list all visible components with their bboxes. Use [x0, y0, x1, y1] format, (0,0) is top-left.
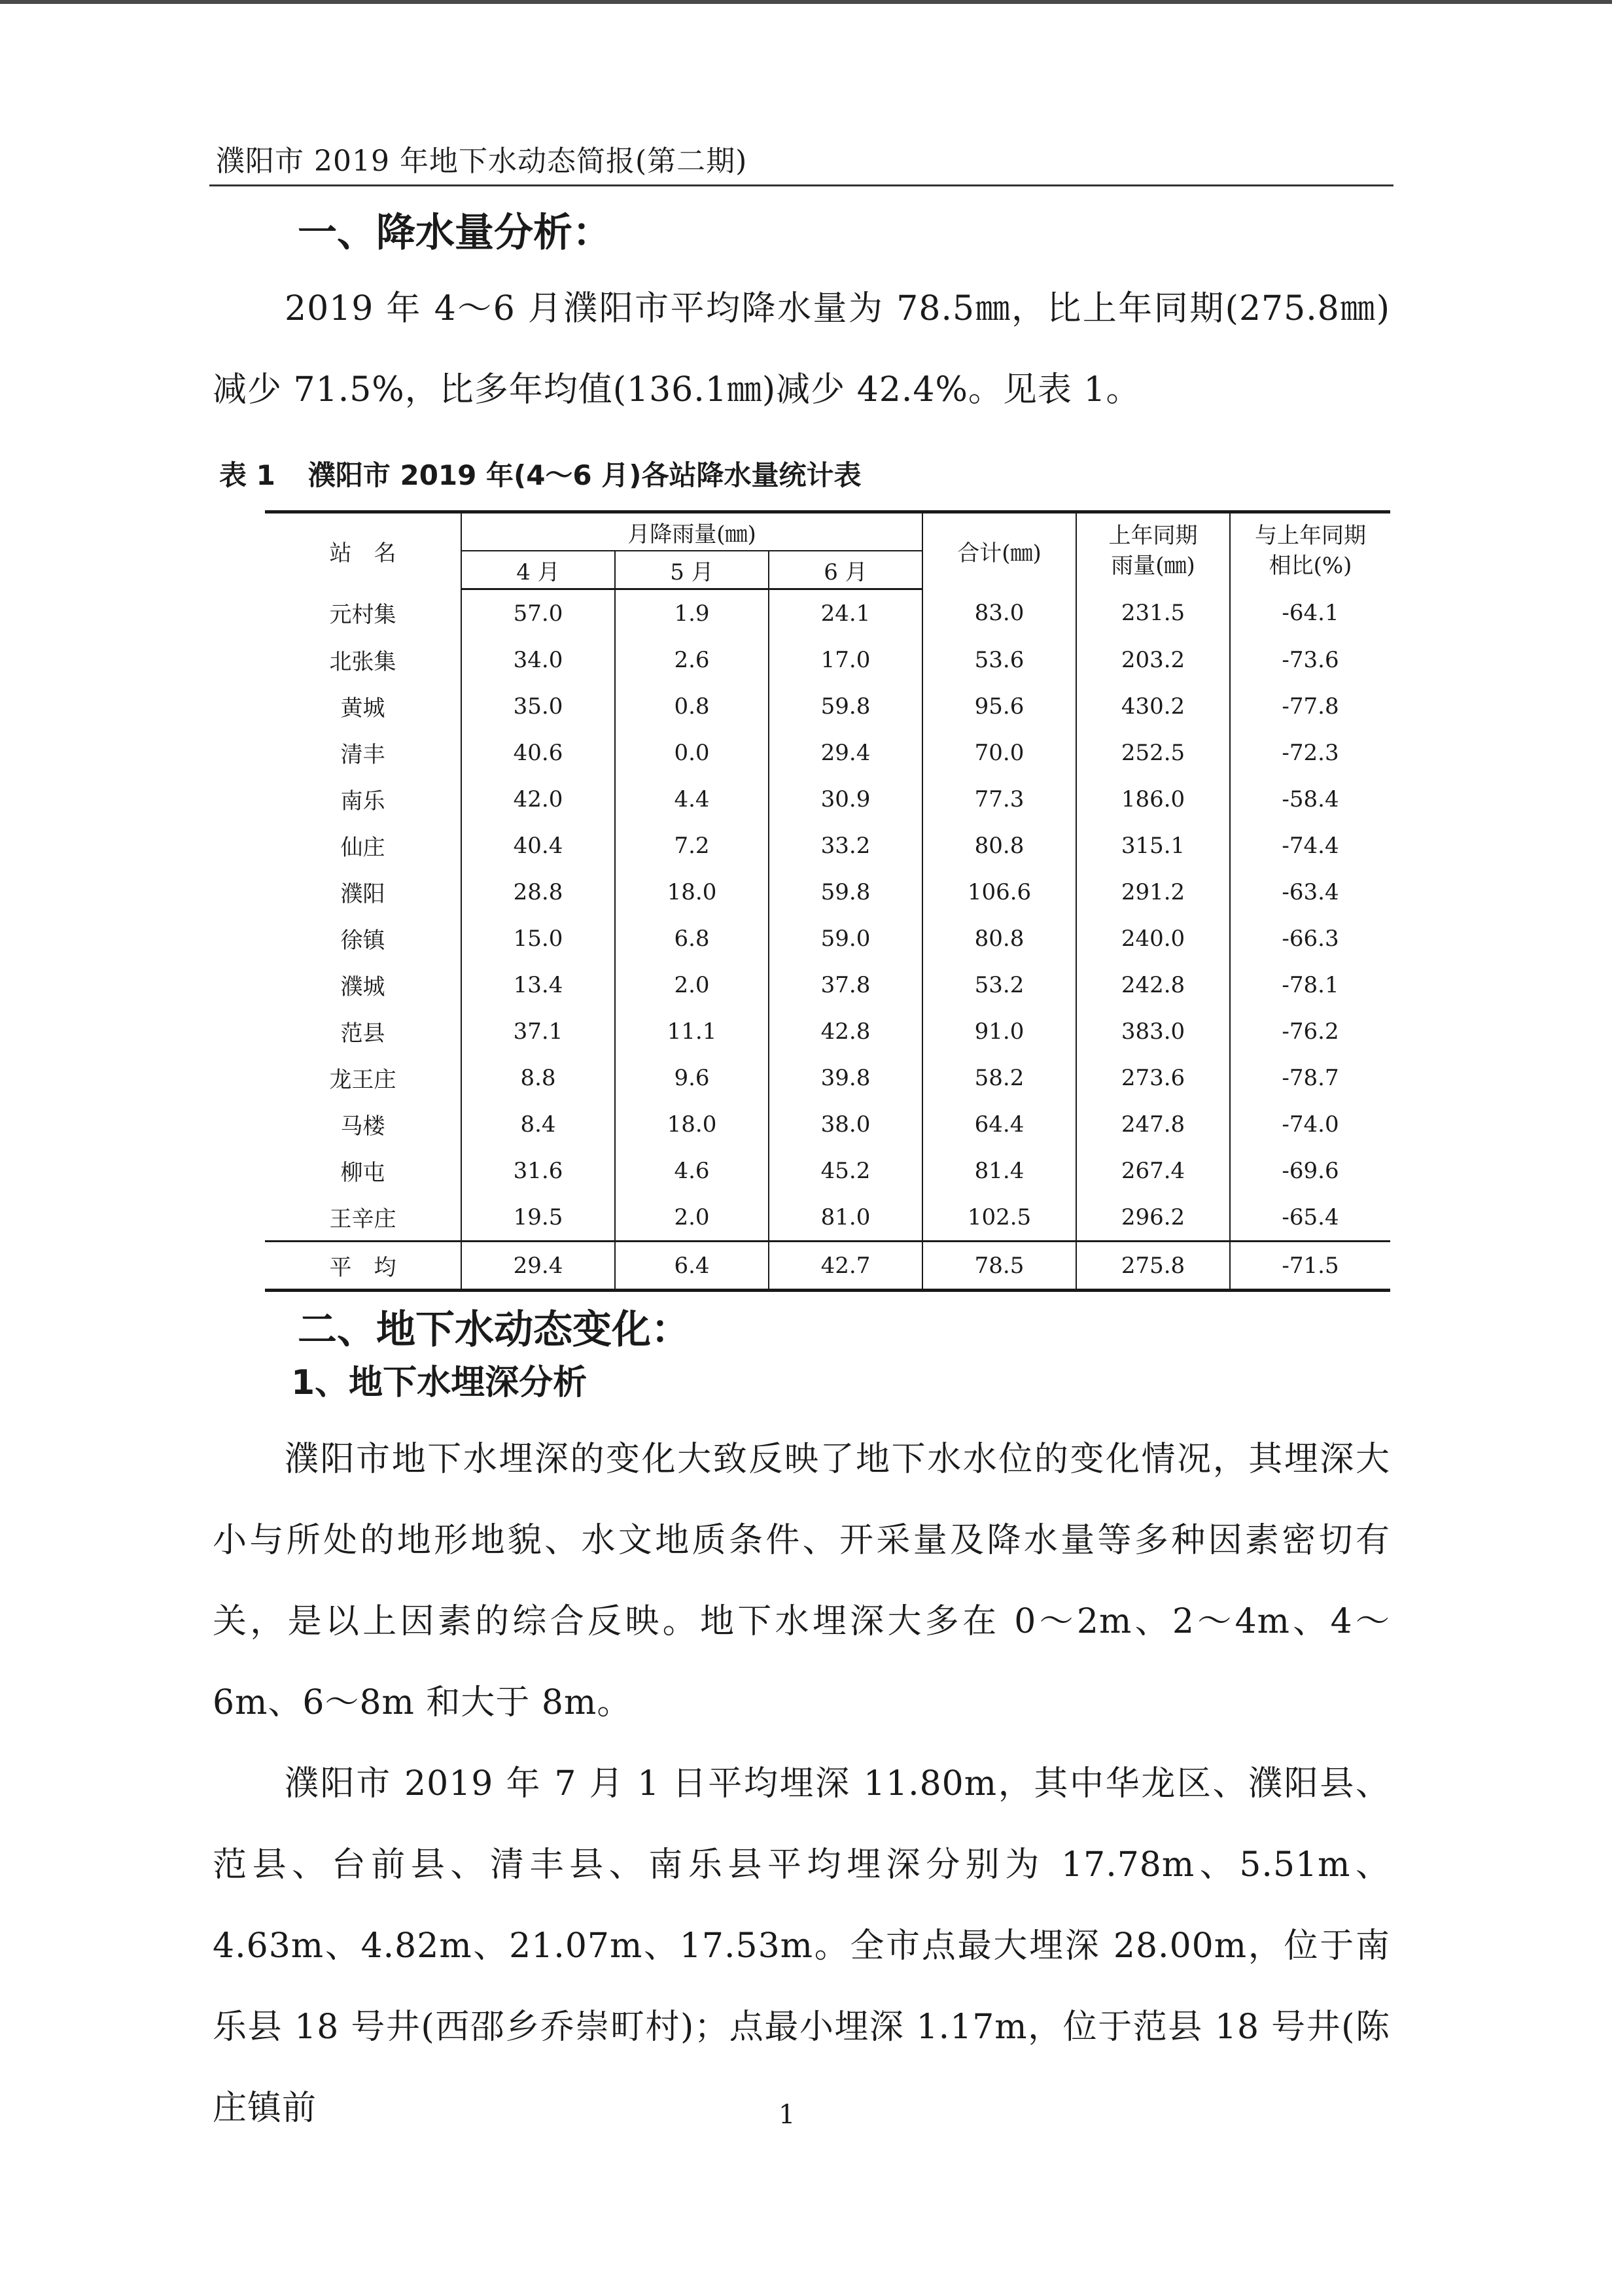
cell-compare: -66.3 [1230, 915, 1390, 962]
cell-may: 4.6 [615, 1147, 769, 1194]
cell-compare: -77.8 [1230, 683, 1390, 729]
section-2-paragraph-2: 濮阳市 2019 年 7 月 1 日平均埋深 11.80m，其中华龙区、濮阳县、范县、台前县、清丰县、南乐县平均埋深分别为 17.78m、5.51m、4.63m、4.82m、21.07m、17.53m。全市点最大埋深 28.00m，位于南乐县 18 号井(西邵乡乔崇町村)；点最小埋深 1.17m，位于范县 18 号井(陈庄镇前 [213, 1764, 1390, 2129]
table-row [265, 729, 1390, 776]
cell-station: 范县 [340, 1020, 385, 1047]
cell-may: 2.0 [615, 1194, 769, 1242]
cell-compare: -73.6 [1230, 636, 1390, 683]
header-last-year-line1: 上年同期 [1108, 522, 1198, 549]
cell-may: 11.1 [615, 1008, 769, 1054]
cell-total: 80.8 [922, 915, 1076, 962]
header-compare [1230, 512, 1390, 589]
table-1-caption [219, 454, 1390, 493]
header-compare-line1: 与上年同期 [1255, 522, 1366, 549]
header-may: 5 月 [615, 551, 769, 589]
cell-may: 0.8 [615, 683, 769, 729]
cell-may: 6.4 [615, 1242, 769, 1291]
cell-station: 马楼 [340, 1113, 385, 1139]
cell-jun: 30.9 [769, 776, 922, 822]
cell-station: 仙庄 [340, 835, 385, 861]
cell-jun: 59.0 [769, 915, 922, 962]
cell-last-year: 383.0 [1076, 1008, 1230, 1054]
header-monthly-group: 月降雨量(㎜) [461, 512, 922, 551]
cell-compare: -65.4 [1230, 1194, 1390, 1242]
cell-apr: 8.4 [461, 1101, 615, 1147]
cell-last-year: 291.2 [1076, 869, 1230, 915]
cell-station: 北张集 [329, 649, 396, 675]
cell-apr: 40.6 [461, 729, 615, 776]
cell-total: 95.6 [922, 683, 1076, 729]
cell-last-year: 315.1 [1076, 822, 1230, 869]
table-row [265, 1054, 1390, 1101]
page-top-rule [0, 0, 1612, 4]
cell-total: 64.4 [922, 1101, 1076, 1147]
cell-station: 濮阳 [340, 881, 385, 907]
header-total: 合计(㎜) [922, 512, 1076, 589]
rainfall-table-body [265, 589, 1390, 1291]
average-row [265, 1242, 1390, 1291]
cell-apr: 37.1 [461, 1008, 615, 1054]
cell-compare: -63.4 [1230, 869, 1390, 915]
cell-last-year: 186.0 [1076, 776, 1230, 822]
table-row [265, 1147, 1390, 1194]
cell-jun: 81.0 [769, 1194, 922, 1242]
cell-station: 徐镇 [340, 928, 385, 954]
cell-last-year: 267.4 [1076, 1147, 1230, 1194]
table-row [265, 869, 1390, 915]
cell-jun: 59.8 [769, 683, 922, 729]
cell-may: 4.4 [615, 776, 769, 822]
cell-apr: 35.0 [461, 683, 615, 729]
cell-station: 元村集 [329, 602, 396, 629]
cell-compare: -69.6 [1230, 1147, 1390, 1194]
cell-compare: -74.4 [1230, 822, 1390, 869]
cell-last-year: 203.2 [1076, 636, 1230, 683]
cell-jun: 59.8 [769, 869, 922, 915]
table-row [265, 776, 1390, 822]
cell-total: 91.0 [922, 1008, 1076, 1054]
page-number: 1 [779, 2100, 796, 2130]
cell-may: 6.8 [615, 915, 769, 962]
cell-station: 柳屯 [340, 1160, 385, 1186]
table-row [265, 1194, 1390, 1242]
cell-compare: -78.1 [1230, 962, 1390, 1008]
cell-apr: 8.8 [461, 1054, 615, 1101]
cell-compare: -64.1 [1230, 589, 1390, 637]
table-row [265, 962, 1390, 1008]
cell-may: 1.9 [615, 589, 769, 637]
cell-total: 102.5 [922, 1194, 1076, 1242]
cell-jun: 29.4 [769, 729, 922, 776]
cell-apr: 19.5 [461, 1194, 615, 1242]
header-apr: 4 月 [461, 551, 615, 589]
table-row [265, 915, 1390, 962]
cell-station: 王辛庄 [329, 1206, 396, 1232]
cell-jun: 37.8 [769, 962, 922, 1008]
cell-total: 106.6 [922, 869, 1076, 915]
cell-apr: 40.4 [461, 822, 615, 869]
cell-total: 81.4 [922, 1147, 1076, 1194]
header-last-year-line2: 雨量(㎜) [1111, 552, 1195, 579]
cell-last-year: 275.8 [1076, 1242, 1230, 1291]
section-2-subheading: 1、地下水埋深分析 [291, 1363, 587, 1402]
cell-last-year: 296.2 [1076, 1194, 1230, 1242]
cell-apr: 28.8 [461, 869, 615, 915]
header-last-year [1076, 512, 1230, 589]
cell-total: 78.5 [922, 1242, 1076, 1291]
cell-apr: 57.0 [461, 589, 615, 637]
cell-compare: -76.2 [1230, 1008, 1390, 1054]
table-1-label: 表 1 [219, 459, 275, 491]
cell-jun: 39.8 [769, 1054, 922, 1101]
cell-total: 80.8 [922, 822, 1076, 869]
cell-compare: -58.4 [1230, 776, 1390, 822]
cell-total: 58.2 [922, 1054, 1076, 1101]
table-row [265, 636, 1390, 683]
cell-station: 清丰 [340, 742, 385, 768]
cell-compare: -78.7 [1230, 1054, 1390, 1101]
cell-total: 83.0 [922, 589, 1076, 637]
cell-jun: 24.1 [769, 589, 922, 637]
section-1-heading: 一、降水量分析： [298, 210, 612, 256]
header-station: 站 名 [265, 512, 461, 589]
cell-total: 77.3 [922, 776, 1076, 822]
cell-last-year: 242.8 [1076, 962, 1230, 1008]
cell-jun: 33.2 [769, 822, 922, 869]
cell-compare: -72.3 [1230, 729, 1390, 776]
cell-apr: 31.6 [461, 1147, 615, 1194]
cell-total: 53.6 [922, 636, 1076, 683]
table-1-title: 濮阳市 2019 年(4～6 月)各站降水量统计表 [307, 459, 862, 491]
document-body [213, 196, 1390, 2149]
header-rule [209, 184, 1393, 186]
table-row [265, 589, 1390, 637]
cell-total: 70.0 [922, 729, 1076, 776]
cell-may: 18.0 [615, 1101, 769, 1147]
cell-compare: -74.0 [1230, 1101, 1390, 1147]
cell-last-year: 430.2 [1076, 683, 1230, 729]
cell-jun: 42.8 [769, 1008, 922, 1054]
section-2-heading: 二、地下水动态变化： [298, 1307, 690, 1353]
cell-jun: 42.7 [769, 1242, 922, 1291]
cell-apr: 15.0 [461, 915, 615, 962]
header-jun: 6 月 [769, 551, 922, 589]
table-row [265, 683, 1390, 729]
cell-station: 平 均 [265, 1242, 461, 1291]
cell-may: 0.0 [615, 729, 769, 776]
rainfall-table [265, 510, 1390, 1292]
cell-compare: -71.5 [1230, 1242, 1390, 1291]
section-2-paragraph-1: 濮阳市地下水埋深的变化大致反映了地下水水位的变化情况，其埋深大小与所处的地形地貌、水文地质条件、开采量及降水量等多种因素密切有关，是以上因素的综合反映。地下水埋深大多在 0～2m、2～4m、4～6m、6～8m 和大于 8m。 [213, 1440, 1390, 1723]
cell-last-year: 273.6 [1076, 1054, 1230, 1101]
cell-station: 黄城 [340, 695, 385, 722]
cell-apr: 42.0 [461, 776, 615, 822]
cell-station: 南乐 [340, 788, 385, 814]
cell-apr: 29.4 [461, 1242, 615, 1291]
cell-last-year: 231.5 [1076, 589, 1230, 637]
table-row [265, 1101, 1390, 1147]
cell-station: 濮城 [340, 974, 385, 1000]
running-header: 濮阳市 2019 年地下水动态简报(第二期) [216, 145, 748, 178]
cell-jun: 45.2 [769, 1147, 922, 1194]
cell-total: 53.2 [922, 962, 1076, 1008]
cell-last-year: 252.5 [1076, 729, 1230, 776]
cell-jun: 17.0 [769, 636, 922, 683]
cell-may: 7.2 [615, 822, 769, 869]
header-compare-line2: 相比(%) [1269, 552, 1352, 579]
cell-last-year: 247.8 [1076, 1101, 1230, 1147]
cell-station: 龙王庄 [329, 1067, 396, 1093]
cell-may: 18.0 [615, 869, 769, 915]
cell-may: 2.0 [615, 962, 769, 1008]
section-1-paragraph: 2019 年 4～6 月濮阳市平均降水量为 78.5㎜，比上年同期(275.8㎜)减少 71.5%，比多年均值(136.1㎜)减少 42.4%。见表 1。 [213, 289, 1390, 409]
table-row [265, 822, 1390, 869]
cell-apr: 13.4 [461, 962, 615, 1008]
table-row [265, 1008, 1390, 1054]
cell-jun: 38.0 [769, 1101, 922, 1147]
cell-may: 9.6 [615, 1054, 769, 1101]
cell-apr: 34.0 [461, 636, 615, 683]
cell-may: 2.6 [615, 636, 769, 683]
cell-last-year: 240.0 [1076, 915, 1230, 962]
